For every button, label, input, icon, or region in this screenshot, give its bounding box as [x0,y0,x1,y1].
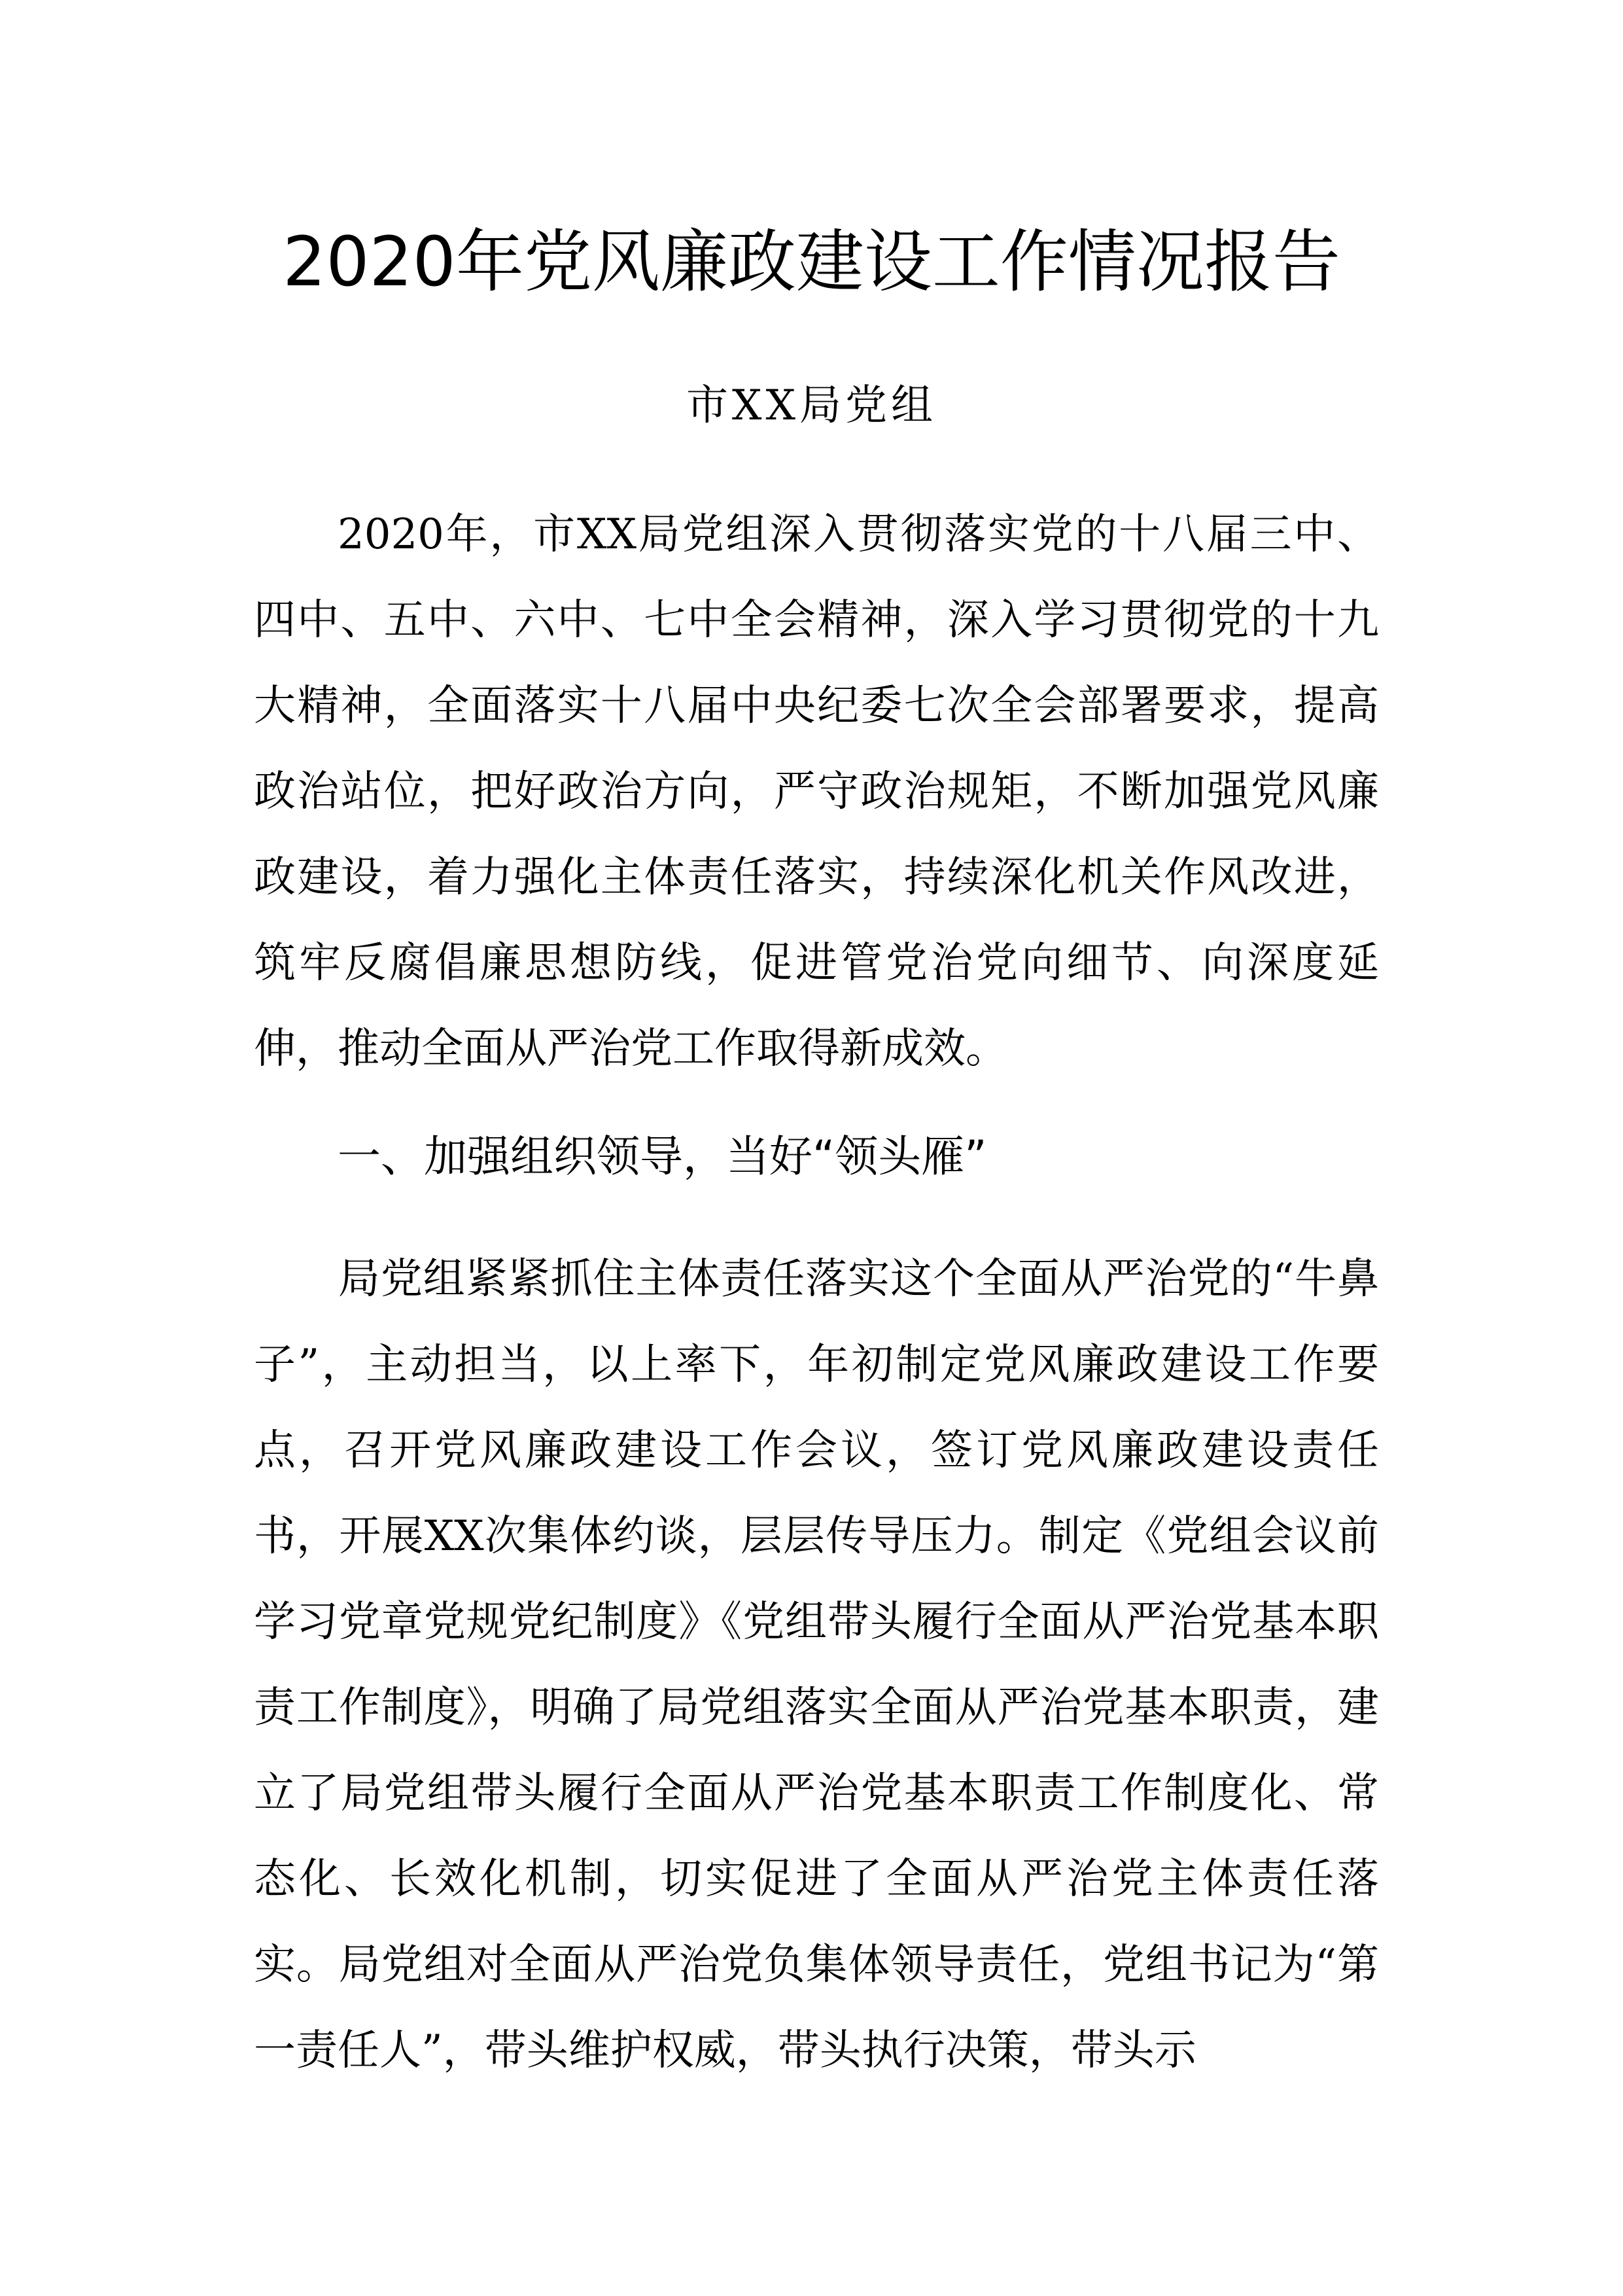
document-title: 2020年党风廉政建设工作情况报告 [283,222,1340,302]
section-heading-1: 一、加强组织领导，当好“领头雁” [338,1131,987,1182]
paragraph-intro [254,492,1379,1092]
paragraph-section-1-text: 局党组紧紧抓住主体责任落实这个全面从严治党的“牛鼻子”，主动担当，以上率下，年初制定党风廉政建设工作要点，召开党风廉政建设工作会议，签订党风廉政建设责任书，开展XX次集体约谈，层层传导压力。制定《党组会议前学习党章党规党纪制度》《党组带头履行全面从严治党基本职责工作制度》，明确了局党组落实全面从严治党基本职责，建立了局党组带头履行全面从严治党基本职责工作制度化、常态化、长效化机制，切实促进了全面从严治党主体责任落实。局党组对全面从严治党负集体领导责任，党组书记为“第一责任人”，带头维护权威，带头执行决策，带头示 [254,1255,1379,2075]
paragraph-intro-text: 2020年，市XX局党组深入贯彻落实党的十八届三中、四中、五中、六中、七中全会精神，深入学习贯彻党的十九大精神，全面落实十八届中央纪委七次全会部署要求，提高政治站位，把好政治方向，严守政治规矩，不断加强党风廉政建设，着力强化主体责任落实，持续深化机关作风改进，筑牢反腐倡廉思想防线，促进管党治党向细节、向深度延伸，推动全面从严治党工作取得新成效。 [254,510,1379,1073]
paragraph-section-1 [254,1237,1379,2094]
document-author: 市XX局党组 [686,381,937,430]
